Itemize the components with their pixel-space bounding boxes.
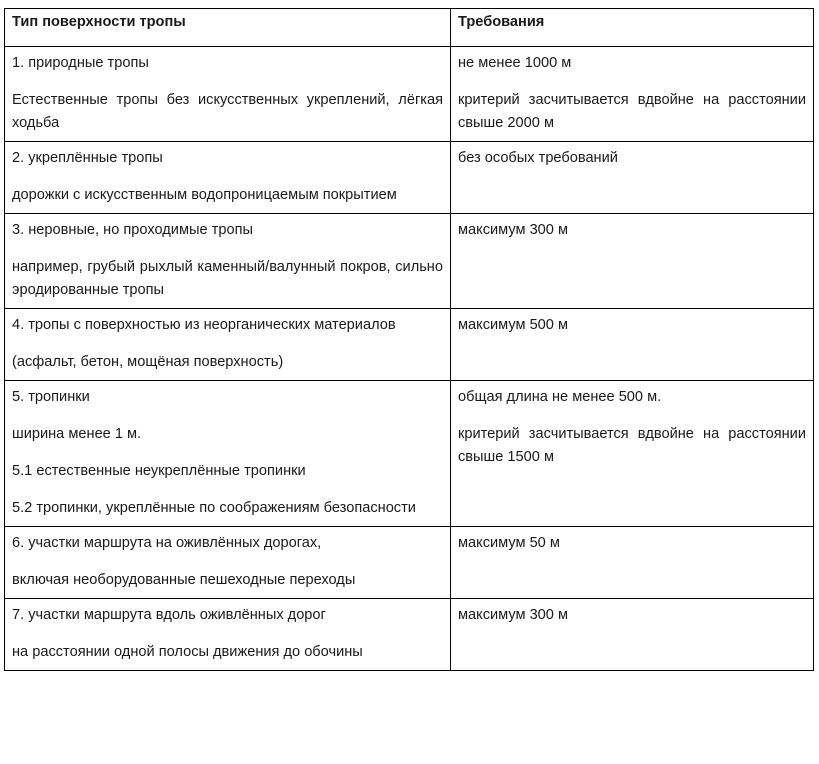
cell-text: (асфальт, бетон, мощёная поверхность) xyxy=(12,354,284,370)
cell-text: не менее 1000 м xyxy=(458,55,572,71)
cell-text: максимум 300 м xyxy=(458,222,569,238)
requirement-cell xyxy=(451,214,814,309)
cell-text: на расстоянии одной полосы движения до обочины xyxy=(12,644,363,660)
cell-text: без особых требований xyxy=(458,150,618,166)
requirement-cell xyxy=(451,527,814,599)
cell-text: 2. укреплённые тропы xyxy=(12,150,163,166)
cell-text: максимум 300 м xyxy=(458,607,569,623)
cell-text: 1. природные тропы xyxy=(12,55,149,71)
header-surface-type: Тип поверхности тропы xyxy=(5,9,451,47)
cell-text: критерий засчитывается вдвойне на расстоянии свыше 1500 м xyxy=(458,426,806,465)
surface-type-cell xyxy=(5,381,451,527)
cell-text: максимум 500 м xyxy=(458,317,569,333)
cell-text: дорожки с искусственным водопроницаемым покрытием xyxy=(12,187,397,203)
surface-type-cell xyxy=(5,142,451,214)
table-row xyxy=(5,381,814,527)
cell-text: включая необорудованные пешеходные переходы xyxy=(12,572,356,588)
surface-type-cell xyxy=(5,47,451,142)
cell-text: 5.2 тропинки, укреплённые по соображениям безопасности xyxy=(12,500,416,516)
cell-text: 5.1 естественные неукреплённые тропинки xyxy=(12,463,306,479)
cell-text: 6. участки маршрута на оживлённых дорогах, xyxy=(12,535,322,551)
header-row xyxy=(5,9,814,47)
cell-text: 7. участки маршрута вдоль оживлённых дорог xyxy=(12,607,326,623)
cell-text: максимум 50 м xyxy=(458,535,560,551)
table-row xyxy=(5,599,814,671)
cell-text: 3. неровные, но проходимые тропы xyxy=(12,222,253,238)
cell-text: 4. тропы с поверхностью из неорганических материалов xyxy=(12,317,396,333)
surface-type-cell xyxy=(5,599,451,671)
header-requirements: Требования xyxy=(451,9,814,47)
requirement-cell xyxy=(451,47,814,142)
requirement-cell xyxy=(451,142,814,214)
cell-text: Естественные тропы без искусственных укреплений, лёгкая ходьба xyxy=(12,92,443,131)
trail-requirements-table xyxy=(4,8,814,671)
table-row xyxy=(5,214,814,309)
table-row xyxy=(5,527,814,599)
requirement-cell xyxy=(451,599,814,671)
table-row xyxy=(5,309,814,381)
cell-text: например, грубый рыхлый каменный/валунный покров, сильно эродированные тропы xyxy=(12,259,443,298)
cell-text: общая длина не менее 500 м. xyxy=(458,389,662,405)
requirement-cell xyxy=(451,309,814,381)
surface-type-cell xyxy=(5,309,451,381)
cell-text: критерий засчитывается вдвойне на расстоянии свыше 2000 м xyxy=(458,92,806,131)
cell-text: 5. тропинки xyxy=(12,389,90,405)
surface-type-cell xyxy=(5,214,451,309)
table-row xyxy=(5,142,814,214)
table-row xyxy=(5,47,814,142)
cell-text: ширина менее 1 м. xyxy=(12,426,142,442)
requirement-cell xyxy=(451,381,814,527)
surface-type-cell xyxy=(5,527,451,599)
